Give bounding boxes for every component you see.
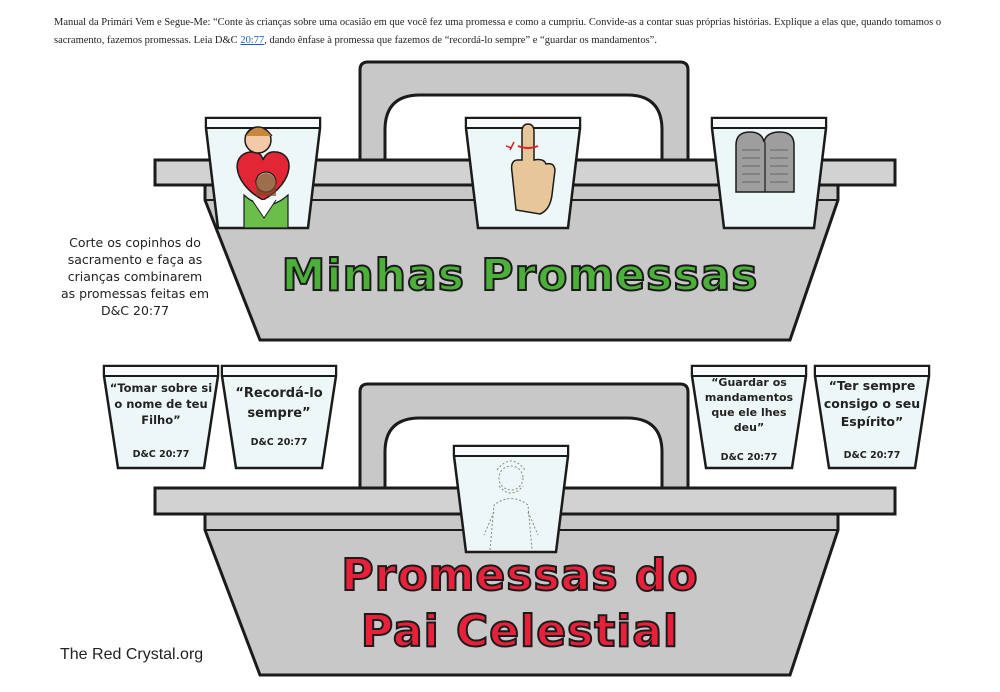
cup-4-text bbox=[819, 377, 925, 431]
cup-2-line-1: “Recordá-lo bbox=[235, 386, 323, 401]
site-credit: The Red Crystal.org bbox=[60, 646, 204, 663]
title-line-2: Pai Celestial bbox=[360, 606, 680, 657]
title-heavenly-father-promises bbox=[210, 548, 830, 660]
cup-3-reference: D&C 20:77 bbox=[720, 452, 778, 463]
cup-2-reference: D&C 20:77 bbox=[250, 437, 308, 448]
cup-4-line-2: consigo o seu bbox=[823, 396, 921, 411]
cup-3-text bbox=[696, 375, 802, 435]
cup-1-reference: D&C 20:77 bbox=[132, 449, 190, 460]
cup-boy-hugging-jesus bbox=[206, 118, 320, 228]
cup-3-line-4: deu” bbox=[733, 421, 765, 434]
cup-4-line-3: Espírito” bbox=[840, 414, 904, 429]
cup-2-text bbox=[226, 384, 332, 424]
cup-3-line-3: que ele lhes bbox=[711, 406, 787, 419]
title-my-promises: Minhas Promessas bbox=[281, 250, 759, 301]
cutting-instructions: Corte os copinhos do sacramento e faça as crianças combinarem as promessas feitas em D&C 20:77 bbox=[60, 235, 210, 318]
cup-3-line-1: “Guardar os bbox=[711, 376, 787, 389]
cup-4-reference: D&C 20:77 bbox=[843, 450, 901, 461]
intro-text-end: , dando ênfase à promessa que fazemos de “recordá-lo sempre” e “guardar os mandamentos”. bbox=[264, 35, 657, 46]
cup-1-line-3: Filho” bbox=[141, 413, 181, 427]
scripture-link[interactable]: 20:77 bbox=[240, 35, 265, 46]
intro-text-start: Manual da Primári Vem e Segue-Me: “Conte às crianças sobre uma ocasião em que você fez uma promessa e como a cumpriu. Convide-as a contar suas próprias histórias. Explique a elas que, quando tomamos o sacramento, fazemos promessas. Leia D&C bbox=[54, 17, 942, 46]
cup-1-line-1: “Tomar sobre si bbox=[109, 381, 213, 395]
cup-heavenly-father bbox=[454, 446, 568, 552]
cup-2-line-2: sempre” bbox=[247, 406, 311, 421]
cup-finger-string bbox=[466, 118, 580, 228]
cup-stone-tablets bbox=[712, 118, 826, 228]
cup-4-line-1: “Ter sempre bbox=[828, 378, 916, 393]
cup-1-line-2: o nome de teu bbox=[114, 397, 208, 411]
cup-1-text bbox=[108, 380, 214, 428]
title-line-1: Promessas do bbox=[341, 550, 699, 601]
cup-3-line-2: mandamentos bbox=[704, 391, 794, 404]
